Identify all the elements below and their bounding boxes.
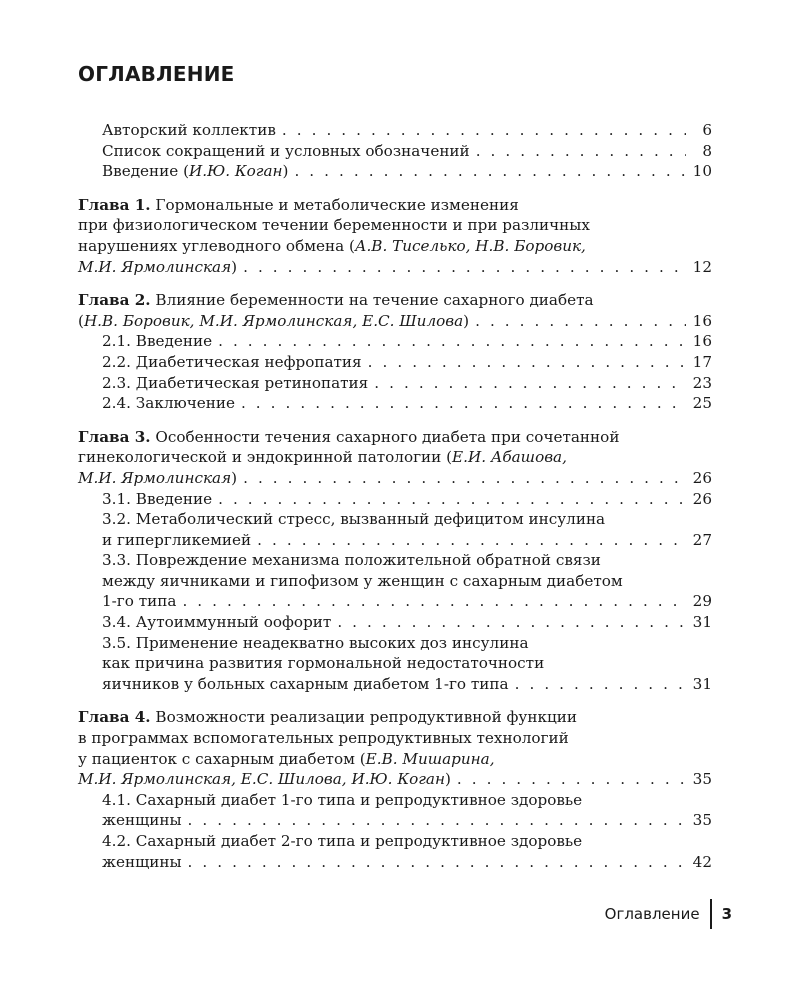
toc-entry-3-3[interactable]: 3.3. Повреждение механизма положительной обратной связи между яичниками и гипофизом у женщин с сахарным диабетом 1-го типа . . . 29 <box>78 550 712 612</box>
toc-page-number: 10 <box>692 162 712 181</box>
toc-front-matter <box>78 120 712 182</box>
toc-page-number: 16 <box>692 311 712 330</box>
toc-author: Е.И. Абашова, <box>452 448 567 467</box>
toc-entry-chapter-1[interactable]: Глава 1. Гормональные и метаболические изменения при физиологическом течении беременности и при различных нарушениях углеводного обмена (А.В. Тиселько, Н.В. Боровик, М.И. Ярмолинская) . . . 12 <box>78 195 712 277</box>
dot-leader <box>294 161 686 182</box>
toc-page-number: 6 <box>702 121 712 139</box>
toc-page-number: 17 <box>692 352 712 371</box>
chapter-label: Глава 1. <box>78 195 151 214</box>
toc-entry-2-2[interactable]: 2.2. Диабетическая нефропатия . . . 17 <box>78 352 712 373</box>
toc-entry-4-1[interactable]: 4.1. Сахарный диабет 1-го типа и репродуктивное здоровье женщины . . . 35 <box>78 790 712 831</box>
toc-entry-title: Введение (И.Ю. Коган) <box>102 162 289 181</box>
dot-leader <box>218 331 686 352</box>
toc-page-number: 29 <box>692 592 712 611</box>
chapter-label: Глава 2. <box>78 291 151 310</box>
toc-author: И.Ю. Коган <box>189 162 283 181</box>
toc-page-number: 35 <box>692 811 712 830</box>
toc-entry-chapter-3[interactable]: Глава 3. Особенности течения сахарного диабета при сочетанной гинекологической и эндокринной патологии (Е.И. Абашова, М.И. Ярмолинская) . . . 26 <box>78 427 712 489</box>
toc-page-number: 25 <box>692 394 712 413</box>
toc-page-number: 26 <box>692 468 712 487</box>
dot-leader <box>188 852 686 873</box>
page-footer <box>605 899 732 929</box>
dot-leader <box>475 311 686 332</box>
toc-author: М.И. Ярмолинская <box>78 257 232 276</box>
footer-divider <box>710 899 712 929</box>
toc-author: Е.В. Мишарина, <box>365 749 495 768</box>
toc-page-number: 31 <box>692 613 712 632</box>
toc-entry-4-2[interactable]: 4.2. Сахарный диабет 2-го типа и репродуктивное здоровье женщины . . . 42 <box>78 831 712 872</box>
chapter-label: Глава 4. <box>78 708 151 727</box>
toc-page-number: 12 <box>692 257 712 276</box>
toc-entry-abbreviations[interactable] <box>78 141 712 162</box>
toc-page-number: 8 <box>702 141 712 160</box>
toc-author: М.И. Ярмолинская, Е.С. Шилова, И.Ю. Коган <box>78 770 445 789</box>
dot-leader <box>182 591 686 612</box>
toc-page-number: 42 <box>692 852 712 871</box>
dot-leader <box>476 141 686 162</box>
toc-entry-authors[interactable] <box>78 120 712 141</box>
dot-leader <box>337 612 686 633</box>
page-number: 3 <box>721 905 732 923</box>
toc-entry-3-5[interactable]: 3.5. Применение неадекватно высоких доз инсулина как причина развития гормональной недостаточности яичников у больных сахарным диабетом 1-го типа . . . 31 <box>78 633 712 695</box>
table-of-contents <box>78 120 712 885</box>
toc-page-number: 27 <box>692 530 712 549</box>
running-footer-title: Оглавление <box>604 905 700 923</box>
toc-entry-2-1[interactable]: 2.1. Введение . . . 16 <box>78 331 712 352</box>
toc-entry-2-3[interactable]: 2.3. Диабетическая ретинопатия . . . 23 <box>78 373 712 394</box>
page-title: ОГЛАВЛЕНИЕ <box>78 62 235 86</box>
toc-chapter-4 <box>78 707 712 872</box>
toc-entry-chapter-2[interactable]: Глава 2. Влияние беременности на течение сахарного диабета (Н.В. Боровик, М.И. Ярмолинская, Е.С. Шилова) . . . 16 <box>78 290 712 331</box>
toc-entry-chapter-4[interactable]: Глава 4. Возможности реализации репродуктивной функции в программах вспомогательных репродуктивных технологий у пациенток с сахарным диабетом (Е.В. Мишарина, М.И. Ярмолинская, Е.С. Шилова, И.Ю. Коган) . . . 35 <box>78 707 712 789</box>
dot-leader <box>257 530 686 551</box>
toc-entry-title: Список сокращений и условных обозначений <box>102 141 470 160</box>
toc-entry-title: Авторский коллектив <box>102 121 276 139</box>
dot-leader <box>282 120 686 141</box>
dot-leader <box>241 393 686 414</box>
dot-leader <box>243 468 686 489</box>
dot-leader <box>368 352 686 373</box>
toc-author: А.В. Тиселько, Н.В. Боровик, <box>354 236 586 255</box>
toc-entry-3-2[interactable]: 3.2. Метаболический стресс, вызванный дефицитом инсулина и гипергликемией . . . 27 <box>78 509 712 550</box>
toc-page-number: 23 <box>692 373 712 392</box>
dot-leader <box>218 489 686 510</box>
toc-author: Н.В. Боровик, М.И. Ярмолинская, Е.С. Шилова <box>83 311 464 330</box>
toc-entry-3-4[interactable]: 3.4. Аутоиммунный оофорит . . . 31 <box>78 612 712 633</box>
dot-leader <box>243 257 686 278</box>
toc-entry-introduction[interactable] <box>78 161 712 182</box>
dot-leader <box>188 810 686 831</box>
dot-leader <box>374 373 686 394</box>
dot-leader <box>515 674 686 695</box>
toc-page-number: 26 <box>692 489 712 508</box>
toc-entry-2-4[interactable]: 2.4. Заключение . . . 25 <box>78 393 712 414</box>
toc-chapter-1 <box>78 195 712 277</box>
chapter-label: Глава 3. <box>78 427 151 446</box>
toc-page-number: 35 <box>692 770 712 789</box>
toc-author: М.И. Ярмолинская <box>78 468 232 487</box>
toc-chapter-3 <box>78 427 712 695</box>
toc-page-number: 16 <box>692 332 712 351</box>
toc-entry-3-1[interactable]: 3.1. Введение . . . 26 <box>78 489 712 510</box>
dot-leader <box>457 769 686 790</box>
toc-page-number: 31 <box>692 674 712 693</box>
toc-chapter-2 <box>78 290 712 414</box>
